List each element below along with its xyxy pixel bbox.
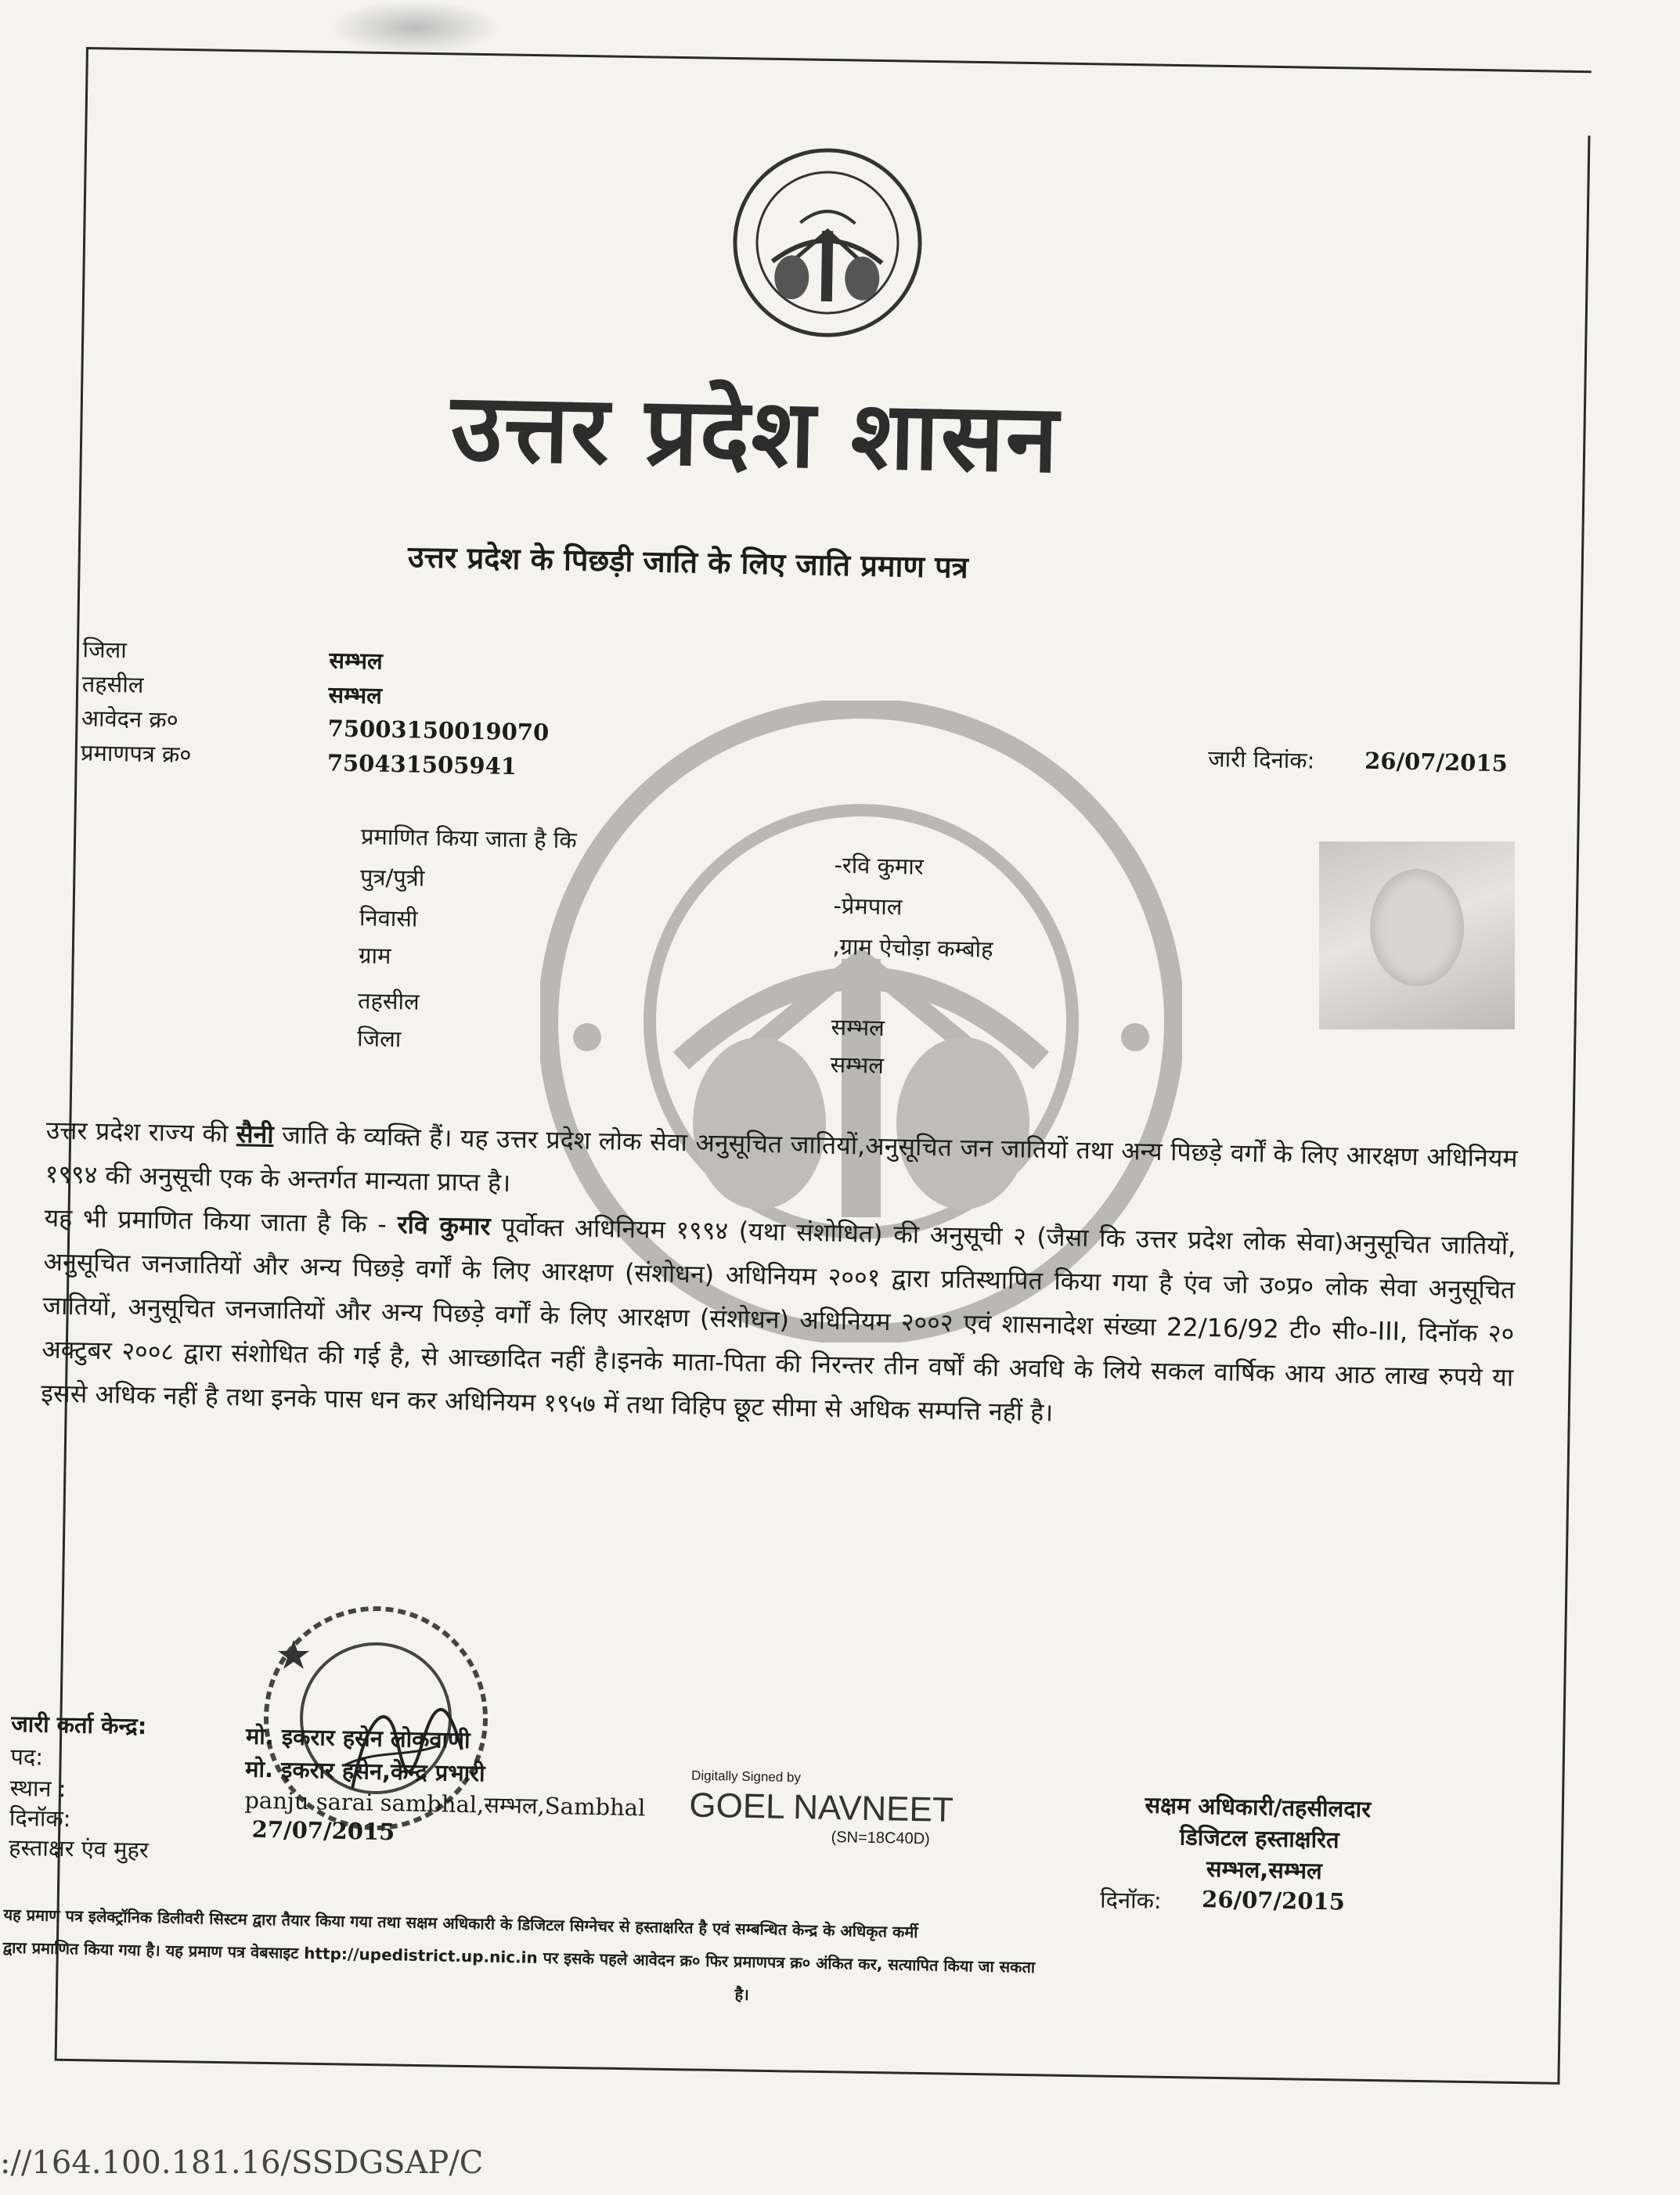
authority-title: सक्षम अधिकारी/तहसीलदार <box>1145 1791 1372 1823</box>
footer-line-1: यह प्रमाण पत्र इलेक्ट्रॉनिक डिलीवरी सिस्टम द्वारा तैयार किया गया तथा सक्षम अधिकारी के डिजिटल सिग्नेचर से हस्ताक्षरित है एवं सम्बन्धित केन्द्र के अधिकृत कर्मी <box>3 1905 918 1942</box>
resident-label: निवासी <box>359 904 418 932</box>
certificate-footer <box>2 1898 1484 2025</box>
sign-seal-label: हस्ताक्षर एंव मुहर <box>8 1833 150 1864</box>
authority-digital-signed: डिजिटल हस्ताक्षरित <box>1179 1823 1339 1854</box>
authority-place: सम्भल,सम्भल <box>1206 1855 1323 1885</box>
body-para1-rest: जाति के व्यक्ति हैं। यह उत्तर प्रदेश लोक सेवा अनुसूचित जातियों,अनुसूचित जन जातियों तथा अन्य पिछड़े वर्गों के लिए आरक्षण अधिनियम १९९४ की अनुसूची एक के अन्तर्गत मान्यता प्राप्त है। <box>45 1119 1518 1198</box>
signer-serial: (SN=18C40D) <box>831 1828 931 1848</box>
printed-url: ://164.100.181.16/SSDGSAP/C <box>0 2145 484 2181</box>
person-tehsil-value: सम्भल <box>831 1013 885 1042</box>
caste-name: सैनी <box>236 1119 275 1150</box>
body-paragraph-2 <box>41 1196 1516 1444</box>
applicant-name: -रवि कुमार <box>834 851 924 880</box>
body-para2-rest: पूर्वोक्त अधिनियम १९९४ (यथा संशोधित) की अनुसूची २ (जैसा कि उत्तर प्रदेश लोक सेवा)अनुसूचित जातियों, अनुसूचित जनजातियों और अन्य पिछड़े वर्गों के लिए आरक्षण (संशोधन) अधिनियम २००१ द्वारा प्रतिस्थापित किया गया है एंव जो उ०प्र० लोक सेवा अनुसूचित जातियों, अनुसूचित जनजातियों और अन्य पिछड़े वर्गों के लिए आरक्षण (संशोधन) अधिनियम २००२ एवं शासनादेश संख्या 22/16/92 टी० सी०-III, दिनॉक २० अक्टुबर २००८ द्वारा संशोधित की गई है, से आच्छादित नहीं है।इनके माता-पिता की निरन्तर तीन वर्षों की अवधि के लिये सकल वार्षिक आय आठ लाख रुपये या इससे अधिक नहीं है तथा इनके पास धन कर अधिनियम १९५७ में तथा विहिप छूट सीमा से अधिक सम्पत्ति नहीं है। <box>41 1211 1516 1428</box>
certified-label: प्रमाणित किया जाता है कि <box>360 823 577 854</box>
post-value: मो. इकरार हसेन,केन्द्र प्रभारी <box>244 1755 485 1787</box>
post-label: पद: <box>10 1743 44 1771</box>
issuing-center-label: जारी कर्ता केन्द्र: <box>10 1710 147 1740</box>
tehsil-label: तहसील <box>81 670 144 698</box>
parent-name: -प्रेमपाल <box>833 892 903 921</box>
government-title: उत्तर प्रदेश शासन <box>449 373 1061 495</box>
district-label: जिला <box>82 636 128 664</box>
resident-village: ,ग्राम ऐचोड़ा कम्बोह <box>832 932 993 963</box>
district-value: सम्भल <box>329 647 384 675</box>
parent-label: पुत्र/पुत्री <box>359 863 425 892</box>
authority-date-label: दिनॉक: <box>1099 1886 1163 1915</box>
application-no-value: 75003150019070 <box>327 715 550 746</box>
issue-date-value: 26/07/2015 <box>1364 747 1509 777</box>
signer-name: GOEL NAVNEET <box>688 1786 954 1829</box>
village-label: ग्राम <box>358 942 391 969</box>
signed-by-label: Digitally Signed by <box>690 1768 802 1786</box>
place-value: panju sarai sambhal,सम्भल,Sambhal <box>244 1786 646 1822</box>
date-label: दिनॉक: <box>9 1804 71 1833</box>
issuing-center-value: मो. इकरार हसेन लोकवाणी <box>245 1722 470 1754</box>
person-district-value: सम्भल <box>830 1051 885 1079</box>
certificate-title: उत्तर प्रदेश के पिछड़ी जाति के लिए जाति प्रमाण पत्र <box>407 539 969 586</box>
issuer-date-value: 27/07/2015 <box>251 1815 395 1846</box>
footer-line-3: है। <box>734 1984 750 2004</box>
application-no-label: आवेदन क्र० <box>81 705 179 733</box>
issue-date-label: जारी दिनांक: <box>1207 744 1315 774</box>
body-intro: उत्तर प्रदेश राज्य की <box>45 1115 229 1149</box>
body-para2-start: यह भी प्रमाणित किया जाता है कि - <box>44 1202 388 1239</box>
body-applicant-name: रवि कुमार <box>397 1209 491 1242</box>
person-district-label: जिला <box>356 1025 402 1053</box>
certificate-body <box>41 1108 1518 1444</box>
tehsil-value: सम्भल <box>328 681 383 709</box>
authority-date-value: 26/07/2015 <box>1201 1886 1346 1916</box>
footer-line-2: द्वारा प्रमाणित किया गया है। यह प्रमाण पत्र वेबसाइट http://upedistrict.up.nic.in पर इसके पहले आवेदन क्र० फिर प्रमाणपत्र क्र० अंकित कर, सत्यापित किया जा सकता <box>2 1937 1036 1977</box>
place-label: स्थान : <box>9 1774 67 1803</box>
certificate-no-value: 750431505941 <box>326 749 517 780</box>
certificate-no-label: प्रमाणपत्र क्र० <box>80 739 192 769</box>
person-tehsil-label: तहसील <box>357 987 420 1015</box>
